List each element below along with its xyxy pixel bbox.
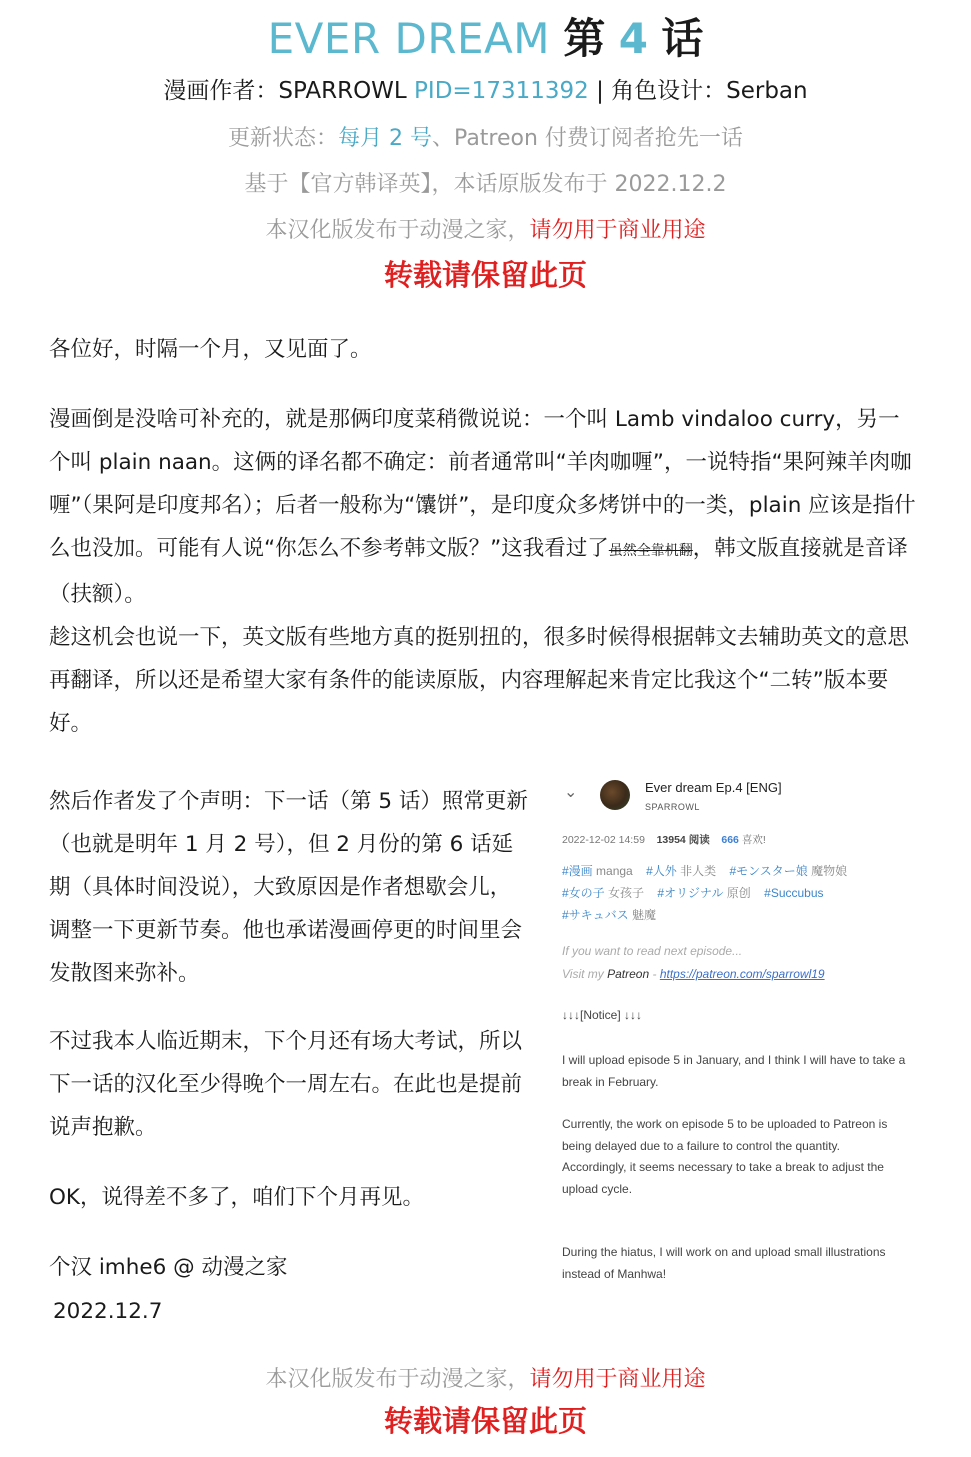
signature-date: 2022.12.7	[53, 1299, 163, 1324]
notice-heading: ↓↓↓[Notice] ↓↓↓	[562, 1008, 643, 1022]
title-chapter-pre: 第	[563, 14, 606, 63]
visit-patreon-label: Patreon	[607, 967, 650, 981]
dish-text-2: ，韩文版直接就是音译（扶额）。	[49, 536, 908, 607]
notice-paragraph-1: I will upload episode 5 in January, and I think I will have to take a break in February.	[562, 1053, 906, 1089]
credits-line	[0, 74, 971, 108]
chevron-down-icon[interactable]: ⌄	[564, 784, 578, 801]
visit-line-1: If you want to read next episode...	[562, 944, 743, 958]
credit-author: 漫画作者：SPARROWL	[163, 78, 407, 104]
tag-list	[562, 860, 912, 926]
translation-paragraph: 趁这机会也说一下，英文版有些地方真的挺别扭的，很多时候得根据韩文去辅助英文的意思再翻译，所以还是希望大家有条件的能读原版，内容理解起来肯定比我这个“二转”版本要好。	[49, 625, 910, 736]
no-commercial-note: 请勿用于商业用途	[529, 1367, 706, 1392]
post-datetime: 2022-12-02 14:59	[562, 834, 645, 846]
dish-text-1: 漫画倒是没啥可补充的，就是那俩印度菜稍微说说：一个叫 Lamb vindaloo curry，另一个叫 plain naan。这俩的译名都不确定：前者通常叫“羊肉咖喱”，一说特指“果阿辣羊肉咖喱”（果阿是印度邦名）；后者一般称为“馕饼”，是印度众多烤饼中的一类，plain 应该是指什么也没加。可能有人说“你怎么不参考韩文版？”这我看过了	[49, 407, 916, 561]
credit-design: 角色设计：Serban	[611, 78, 808, 104]
post-meta	[562, 832, 766, 847]
title-chapter-post: 话	[661, 14, 704, 63]
post-views: 13954 阅读	[656, 834, 710, 846]
patreon-post-screenshot	[548, 768, 918, 1288]
credit-pid: PID=17311392	[414, 78, 589, 104]
status-label: 更新状态：	[228, 126, 339, 151]
tag-item[interactable]: #サキュバス 魅魔	[562, 908, 657, 922]
publish-notice-bottom	[0, 1363, 971, 1397]
title-chapter-num: 4	[618, 14, 648, 63]
publish-note: 本汉化版发布于动漫之家，	[265, 218, 530, 243]
visit-patreon-note	[562, 940, 825, 986]
post-likes: 666	[721, 834, 739, 846]
post-likes-label: 喜欢!	[738, 834, 766, 846]
notice-paragraph-2b: Accordingly, it seems necessary to take a break to adjust the upload cycle.	[562, 1160, 884, 1196]
notice-paragraph-3: During the hiatus, I will work on and upload small illustrations instead of Manhwa!	[562, 1245, 886, 1281]
keep-page-notice-bottom: 转载请保留此页	[383, 1404, 587, 1438]
keep-page-notice-top: 转载请保留此页	[383, 258, 587, 292]
patreon-link[interactable]: https://patreon.com/sparrowl19	[659, 967, 825, 981]
publish-notice-top	[0, 214, 971, 248]
post-title: Ever dream Ep.4 [ENG]	[645, 780, 782, 795]
post-author[interactable]: SPARROWL	[645, 802, 700, 812]
update-status	[0, 122, 971, 156]
status-rest: 、Patreon 付费订阅者抢先一话	[432, 126, 743, 151]
tag-item[interactable]: #Succubus	[764, 886, 824, 900]
credit-separator: |	[596, 78, 604, 104]
basis-line: 基于【官方韩译英】，本话原版发布于 2022.12.2	[244, 172, 727, 197]
no-commercial-note: 请勿用于商业用途	[529, 218, 706, 243]
notice-paragraph-2	[562, 1114, 910, 1200]
avatar[interactable]	[600, 780, 630, 810]
visit-pre: Visit my	[562, 967, 608, 981]
delay-apology-paragraph: 不过我本人临近期末，下个月还有场大考试，所以下一话的汉化至少得晚个一周左右。在此也是提前说声抱歉。	[49, 1029, 523, 1140]
title-en: EVER DREAM	[267, 14, 551, 63]
tag-item[interactable]: #女の子 女孩子	[562, 886, 645, 900]
visit-dash: -	[649, 967, 660, 981]
machine-translation-strike: 虽然全靠机翻	[608, 543, 693, 559]
tag-item[interactable]: #オリジナル 原创	[657, 886, 751, 900]
translator-signature: 个汉 imhe6 @ 动漫之家	[49, 1255, 288, 1280]
tag-item[interactable]: #人外 非人类	[646, 864, 717, 878]
tag-item[interactable]: #漫画 manga	[562, 864, 633, 878]
status-value: 每月 2 号	[338, 126, 433, 151]
author-statement-paragraph: 然后作者发了个声明：下一话（第 5 话）照常更新（也就是明年 1 月 2 号），但 2 月份的第 6 话延期（具体时间没说），大致原因是作者想歇会儿，调整一下更新节奏。他也承诺漫画停更的时间里会发散图来弥补。	[49, 789, 528, 986]
publish-note: 本汉化版发布于动漫之家，	[265, 1367, 530, 1392]
notice-paragraph-2a: Currently, the work on episode 5 to be uploaded to Patreon is being delayed due to a failure to control the quantity.	[562, 1117, 888, 1153]
page-title	[0, 12, 971, 66]
closing-paragraph: OK，说得差不多了，咱们下个月再见。	[49, 1185, 425, 1210]
greeting-paragraph: 各位好，时隔一个月，又见面了。	[49, 337, 372, 362]
dish-paragraph	[49, 398, 919, 745]
tag-item[interactable]: #モンスター娘 魔物娘	[729, 864, 848, 878]
